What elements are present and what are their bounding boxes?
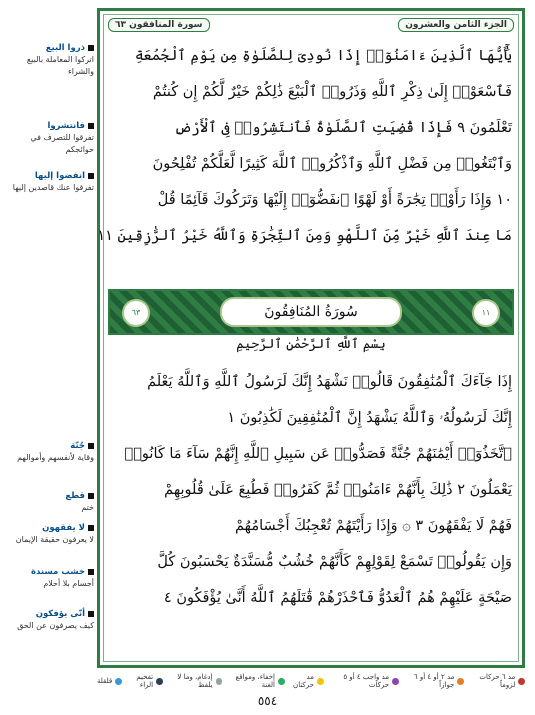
page-header [108, 15, 514, 35]
verse-line: وَٱبْتَغُوا۟ مِن فَضْلِ ٱللَّهِ وَٱذْكُرُوا۟ ٱللَّهَ كَثِيرًا لَّعَلَّكُمْ تُفْلِحُونَ [152, 156, 512, 172]
legend-dot [278, 678, 285, 685]
verse-line: فَهُمْ لَا يَفْقَهُونَ ٣ ۞ وَإِذَا رَأَيْتَهُمْ تُعْجِبُكَ أَجْسَامُهُمْ [235, 518, 512, 534]
margin-note: لا يفقهون لا يعرفون حقيقة الإيمان [15, 523, 94, 544]
verse-line: ٱتَّخَذُوٓا۟ أَيْمَٰنَهُمْ جُنَّةً فَصَدُّوا۟ عَن سَبِيلِ ٱللَّهِ إِنَّهُمْ سَآءَ مَا كَانُوا۟ [124, 446, 512, 462]
margin-note: ذروا البيع اتركوا المعاملة بالبيع والشراء [26, 43, 94, 76]
margin-note: انفضوا إليها تفرقوا عنك قاصدين إليها [12, 171, 94, 192]
banner-roundel-right: ١١ [472, 299, 500, 327]
margin-note: فانتشروا تفرقوا للتصرف في حوائجكم [30, 121, 94, 154]
banner-roundel-left: ٦٣ [122, 299, 150, 327]
legend-dot [518, 678, 525, 685]
verse-line: مَا عِندَ ٱللَّهِ خَيْرٌ مِّنَ ٱللَّهْوِ وَمِنَ ٱلتِّجَٰرَةِ وَٱللَّهُ خَيْرُ ٱلرَّٰزِقِينَ ١١ [97, 228, 512, 244]
verse-line: يَٰٓأَيُّهَا ٱلَّذِينَ ءَامَنُوٓا۟ إِذَا نُودِىَ لِلصَّلَوٰةِ مِن يَوْمِ ٱلْجُمُعَةِ [134, 48, 512, 64]
page-frame [97, 8, 525, 668]
verse-line: يَعْمَلُونَ ٢ ذَٰلِكَ بِأَنَّهُمْ ءَامَنُوا۟ ثُمَّ كَفَرُوا۟ فَطُبِعَ عَلَىٰ قُلُوبِهِمْ [164, 482, 512, 498]
margin-note: أنّى يؤفكون كيف يصرفون عن الحق [17, 609, 94, 630]
margin-note: قطع ختم [65, 491, 94, 512]
margin-notes [0, 0, 95, 715]
legend-dot [156, 678, 163, 685]
margin-note: خشب مسندة أجسام بلا أحلام [30, 567, 94, 588]
tajweed-legend [97, 672, 525, 690]
legend-item: مد حركتان [285, 673, 324, 689]
juz-label: الجزء الثامن والعشرون [398, 18, 514, 32]
page-number: ٥٥٤ [257, 694, 278, 708]
basmala: بِسْمِ ٱللَّهِ ٱلرَّحْمَٰنِ ٱلرَّحِيمِ [236, 337, 386, 352]
verse-line: ١٠ وَإِذَا رَأَوْا۟ تِجَٰرَةً أَوْ لَهْوًا ٱنفَضُّوٓا۟ إِلَيْهَا وَتَرَكُوكَ قَآئِمًا قُلْ [157, 192, 512, 208]
legend-item: إدغام، وما لا يلفظ [163, 673, 222, 689]
legend-dot [457, 678, 464, 685]
margin-note: جُنّة وقاية لأنفسهم وأموالهم [17, 441, 94, 462]
legend-item: تفخيم الراء [122, 673, 163, 689]
surah-title: سُورَةُ المُنَافِقُونَ [220, 297, 402, 327]
legend-item: مد ٦ حركات لزوماً [464, 673, 525, 689]
legend-item: مد واجب ٤ أو ٥ حركات [324, 673, 399, 689]
legend-item: مد ٢ أو ٤ أو ٦ جوازاً [399, 673, 464, 689]
legend-dot [216, 678, 223, 685]
verse-line: تَعْلَمُونَ ٩ فَإِذَا قُضِيَتِ ٱلصَّلَوٰةُ فَٱنتَشِرُوا۟ فِى ٱلْأَرْضِ [174, 120, 512, 136]
verse-line: إِنَّكَ لَرَسُولُهُۥ وَٱللَّهُ يَشْهَدُ إِنَّ ٱلْمُنَٰفِقِينَ لَكَٰذِبُونَ ١ [227, 410, 512, 426]
legend-dot [317, 678, 324, 685]
verse-line: وَإِن يَقُولُوا۟ تَسْمَعْ لِقَوْلِهِمْ كَأَنَّهُمْ خُشُبٌ مُّسَنَّدَةٌ يَحْسَبُونَ كُلَّ [157, 554, 512, 570]
legend-item: قلقلة [97, 677, 122, 685]
verse-line: صَيْحَةٍ عَلَيْهِمْ هُمُ ٱلْعَدُوُّ فَٱحْذَرْهُمْ قَٰتَلَهُمُ ٱللَّهُ أَنَّىٰ يُؤْفَكُونَ ٤ [163, 590, 512, 606]
verse-line: فَٱسْعَوْا۟ إِلَىٰ ذِكْرِ ٱللَّهِ وَذَرُوا۟ ٱلْبَيْعَ ذَٰلِكُمْ خَيْرٌ لَّكُمْ إِن كُنتُمْ [152, 84, 512, 100]
legend-dot [115, 678, 122, 685]
surah-banner [108, 289, 514, 335]
legend-dot [392, 678, 399, 685]
surah-label: سورة المنافقون ٦٣ [108, 18, 210, 32]
verse-line: إِذَا جَآءَكَ ٱلْمُنَٰفِقُونَ قَالُوا۟ نَشْهَدُ إِنَّكَ لَرَسُولُ ٱللَّهِ وَٱللَّهُ يَعْلَمُ [147, 374, 512, 390]
legend-item: إخفاء، ومواقع الغنة [222, 673, 284, 689]
